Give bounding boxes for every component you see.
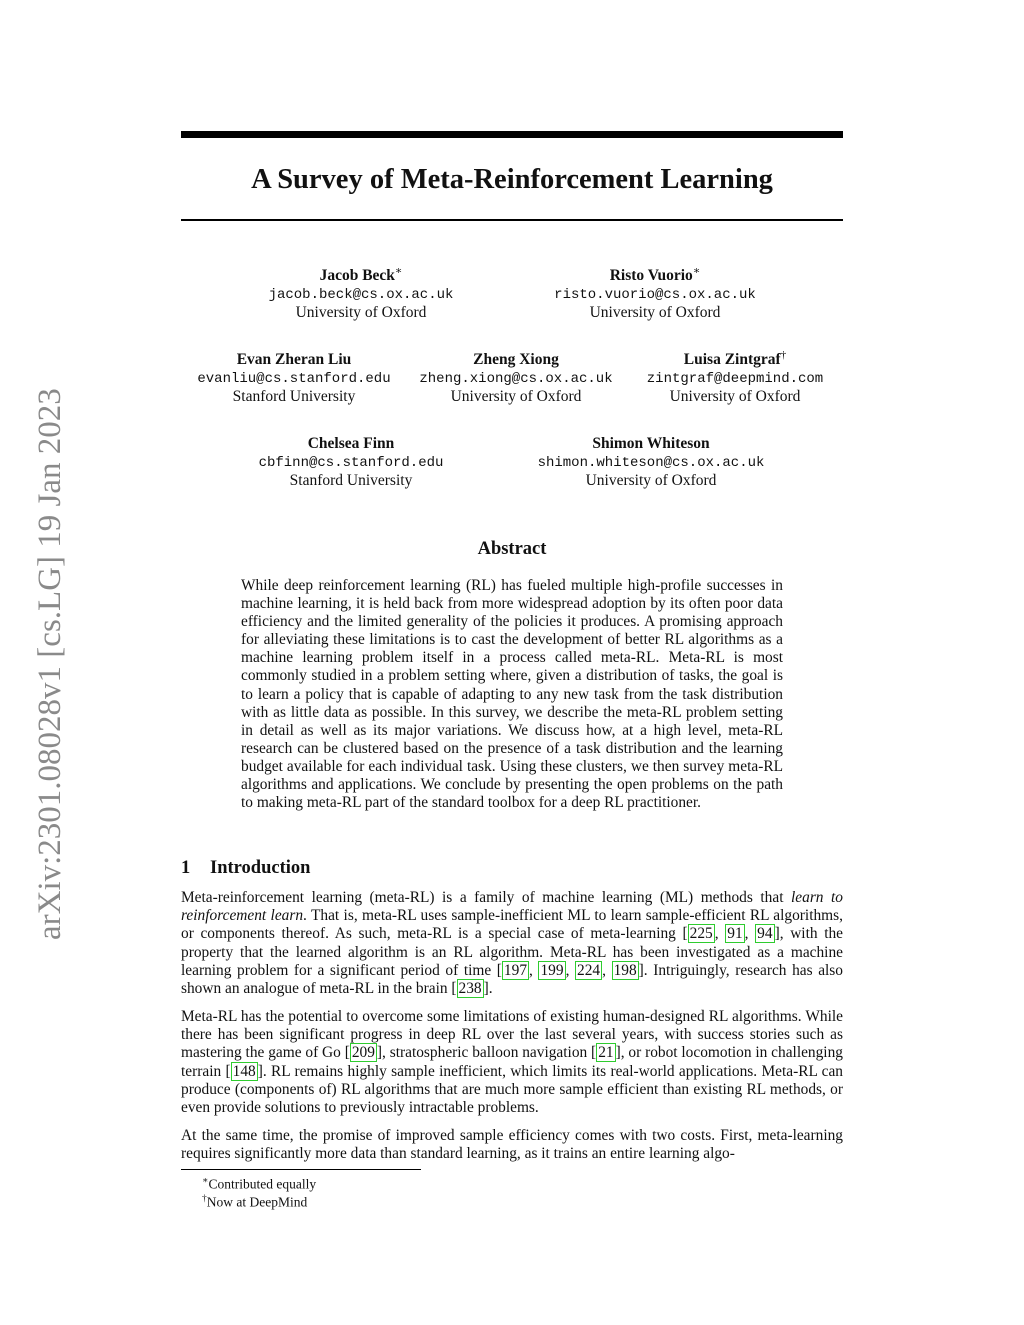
author-name: Jacob Beck xyxy=(319,267,395,284)
author-block xyxy=(530,264,780,323)
author-name: Luisa Zintgraf xyxy=(683,351,781,368)
author-affiliation: University of Oxford xyxy=(669,388,801,405)
author-name: Shimon Whiteson xyxy=(592,435,710,452)
text-run: Meta-RL has the potential to overcome some limitations of existing human-designed RL algorithms. While there has been significant progress in deep RL over the last several years, with success stories such as mastering the game of Go [ xyxy=(181,1008,843,1062)
author-name: Zheng Xiong xyxy=(473,351,559,368)
author-block xyxy=(241,264,481,323)
title-top-rule xyxy=(181,131,843,138)
citation-link[interactable]: 91 xyxy=(727,925,743,943)
author-email[interactable]: zheng.xiong@cs.ox.ac.uk xyxy=(419,370,613,387)
author-affiliation: Stanford University xyxy=(232,388,356,405)
section-number: 1 xyxy=(181,858,191,878)
author-email[interactable]: evanliu@cs.stanford.edu xyxy=(197,370,391,387)
author-name: Risto Vuorio xyxy=(609,267,693,284)
intro-paragraph-2 xyxy=(181,1008,843,1117)
section-heading xyxy=(181,857,310,879)
citation-link[interactable]: 21 xyxy=(598,1044,614,1062)
author-block xyxy=(520,435,782,491)
author-email[interactable]: jacob.beck@cs.ox.ac.uk xyxy=(268,286,454,303)
citation-link[interactable]: 148 xyxy=(232,1062,256,1080)
intro-paragraph-3: At the same time, the promise of improved sample efficiency comes with two costs. First, meta-learning requires significantly more data than standard learning, as it trains an entire learning algo- xyxy=(181,1127,843,1163)
citation-link[interactable]: 94 xyxy=(757,925,773,943)
footnote-mark: † xyxy=(202,1194,207,1204)
footnote-text: Contributed equally xyxy=(208,1176,317,1192)
author-affiliation: University of Oxford xyxy=(295,304,427,321)
author-affiliation: University of Oxford xyxy=(589,304,721,321)
text-run: ], or robot locomotion in challenging terrain [ xyxy=(181,1044,843,1080)
arxiv-identifier-stamp: arXiv:2301.08028v1 [cs.LG] 19 Jan 2023 xyxy=(32,388,68,940)
author-mark: ∗ xyxy=(692,264,701,277)
author-block xyxy=(241,435,461,491)
citation-link[interactable]: 209 xyxy=(351,1044,375,1062)
author-name: Chelsea Finn xyxy=(307,435,395,452)
author-affiliation: Stanford University xyxy=(289,472,413,489)
text-run: ], stratospheric balloon navigation [ xyxy=(376,1044,597,1062)
author-block xyxy=(630,348,840,407)
footnote-mark: ∗ xyxy=(202,1176,209,1186)
text-run: . That is, meta-RL uses sample-inefficient ML to learn sample-efficient RL algorithms, or components thereof. As such, meta-RL is a special case of meta-learning [ xyxy=(181,907,843,943)
intro-paragraph-1: Meta-reinforcement learning (meta-RL) is a family of machine learning (ML) methods that learn to reinforcement learn. That is, meta-RL uses sample-inefficient ML to learn sample-efficient RL algorithms, or components thereof. As such, meta-RL is a special case of meta-learning [ 225 , 91 , 94 ], with the property that the learned algorithm is an RL algorithm. Meta-RL has been investigated as a machine learning problem for a significant period of time [ 197 , 199 , 224 , 198 ]. Intriguingly, research has also shown an analogue of meta-RL in the brain [ 238 ]. xyxy=(181,889,844,998)
text-run: ]. Intriguingly, research has also shown an analogue of meta-RL in the brain [ xyxy=(181,961,843,998)
author-block xyxy=(408,351,624,407)
text-run: Meta-reinforcement learning (meta-RL) is a family of machine learning (ML) methods that xyxy=(181,889,792,906)
citation-link[interactable]: 225 xyxy=(689,925,713,943)
citation-link[interactable]: 238 xyxy=(458,980,482,998)
citation-link[interactable]: 197 xyxy=(503,961,528,979)
text-run: ]. RL remains highly sample inefficient, which limits its real-world applications. Meta-RL can produce (components of) RL algorithms that are much more sample efficient than existing RL methods, or even provide solutions to previously intractable problems. xyxy=(181,1062,843,1117)
citation-link[interactable]: 198 xyxy=(613,961,637,979)
author-email[interactable]: risto.vuorio@cs.ox.ac.uk xyxy=(554,286,756,303)
text-run: ], with the property that the learned algorithm is an RL algorithm. Meta-RL has been investigated as a machine learning problem for a significant period of time [ xyxy=(181,925,844,979)
citation-link[interactable]: 199 xyxy=(540,961,564,979)
footnote-rule xyxy=(181,1169,421,1170)
abstract-text: While deep reinforcement learning (RL) has fueled multiple high-profile successes in machine learning, it is held back from more widespread adoption by its often poor data efficiency and the limited generality of the policies it produces. A promising approach for alleviating these limitations is to cast the development of better RL algorithms as a machine learning problem itself in a process called meta-RL. Meta-RL is most commonly studied in a problem setting where, given a distribution of tasks, the goal is to learn a policy that is capable of adapting to any new task from the task distribution with as little data as possible. In this survey, we describe the meta-RL problem setting in detail as well as its major variations. We discuss how, at a high level, meta-RL research can be clustered based on the presence of a task distribution and the learning budget available for each individual task. Using these clusters, we then survey meta-RL algorithms and applications. We conclude by presenting the open problems on the path to making meta-RL part of the standard toolbox for a deep RL practitioner. xyxy=(241,577,783,812)
footnote-text: Now at DeepMind xyxy=(206,1194,308,1210)
paper-title: A Survey of Meta-Reinforcement Learning xyxy=(251,164,773,195)
footnote xyxy=(202,1191,307,1211)
author-email[interactable]: shimon.whiteson@cs.ox.ac.uk xyxy=(537,454,765,471)
author-affiliation: University of Oxford xyxy=(585,472,717,489)
text-run: ]. xyxy=(483,980,493,998)
title-bottom-rule xyxy=(181,219,843,221)
abstract-heading: Abstract xyxy=(477,539,547,559)
citation-link[interactable]: 224 xyxy=(577,961,601,979)
footnote xyxy=(202,1173,316,1193)
author-mark: † xyxy=(780,348,787,361)
author-block xyxy=(186,351,402,407)
author-email[interactable]: zintgraf@deepmind.com xyxy=(646,370,824,387)
author-email[interactable]: cbfinn@cs.stanford.edu xyxy=(258,454,444,471)
author-affiliation: University of Oxford xyxy=(450,388,582,405)
author-mark: ∗ xyxy=(394,264,403,277)
author-name: Evan Zheran Liu xyxy=(236,351,352,368)
emphasis-text: learn to reinforcement learn xyxy=(181,889,844,925)
section-title: Introduction xyxy=(210,858,311,878)
